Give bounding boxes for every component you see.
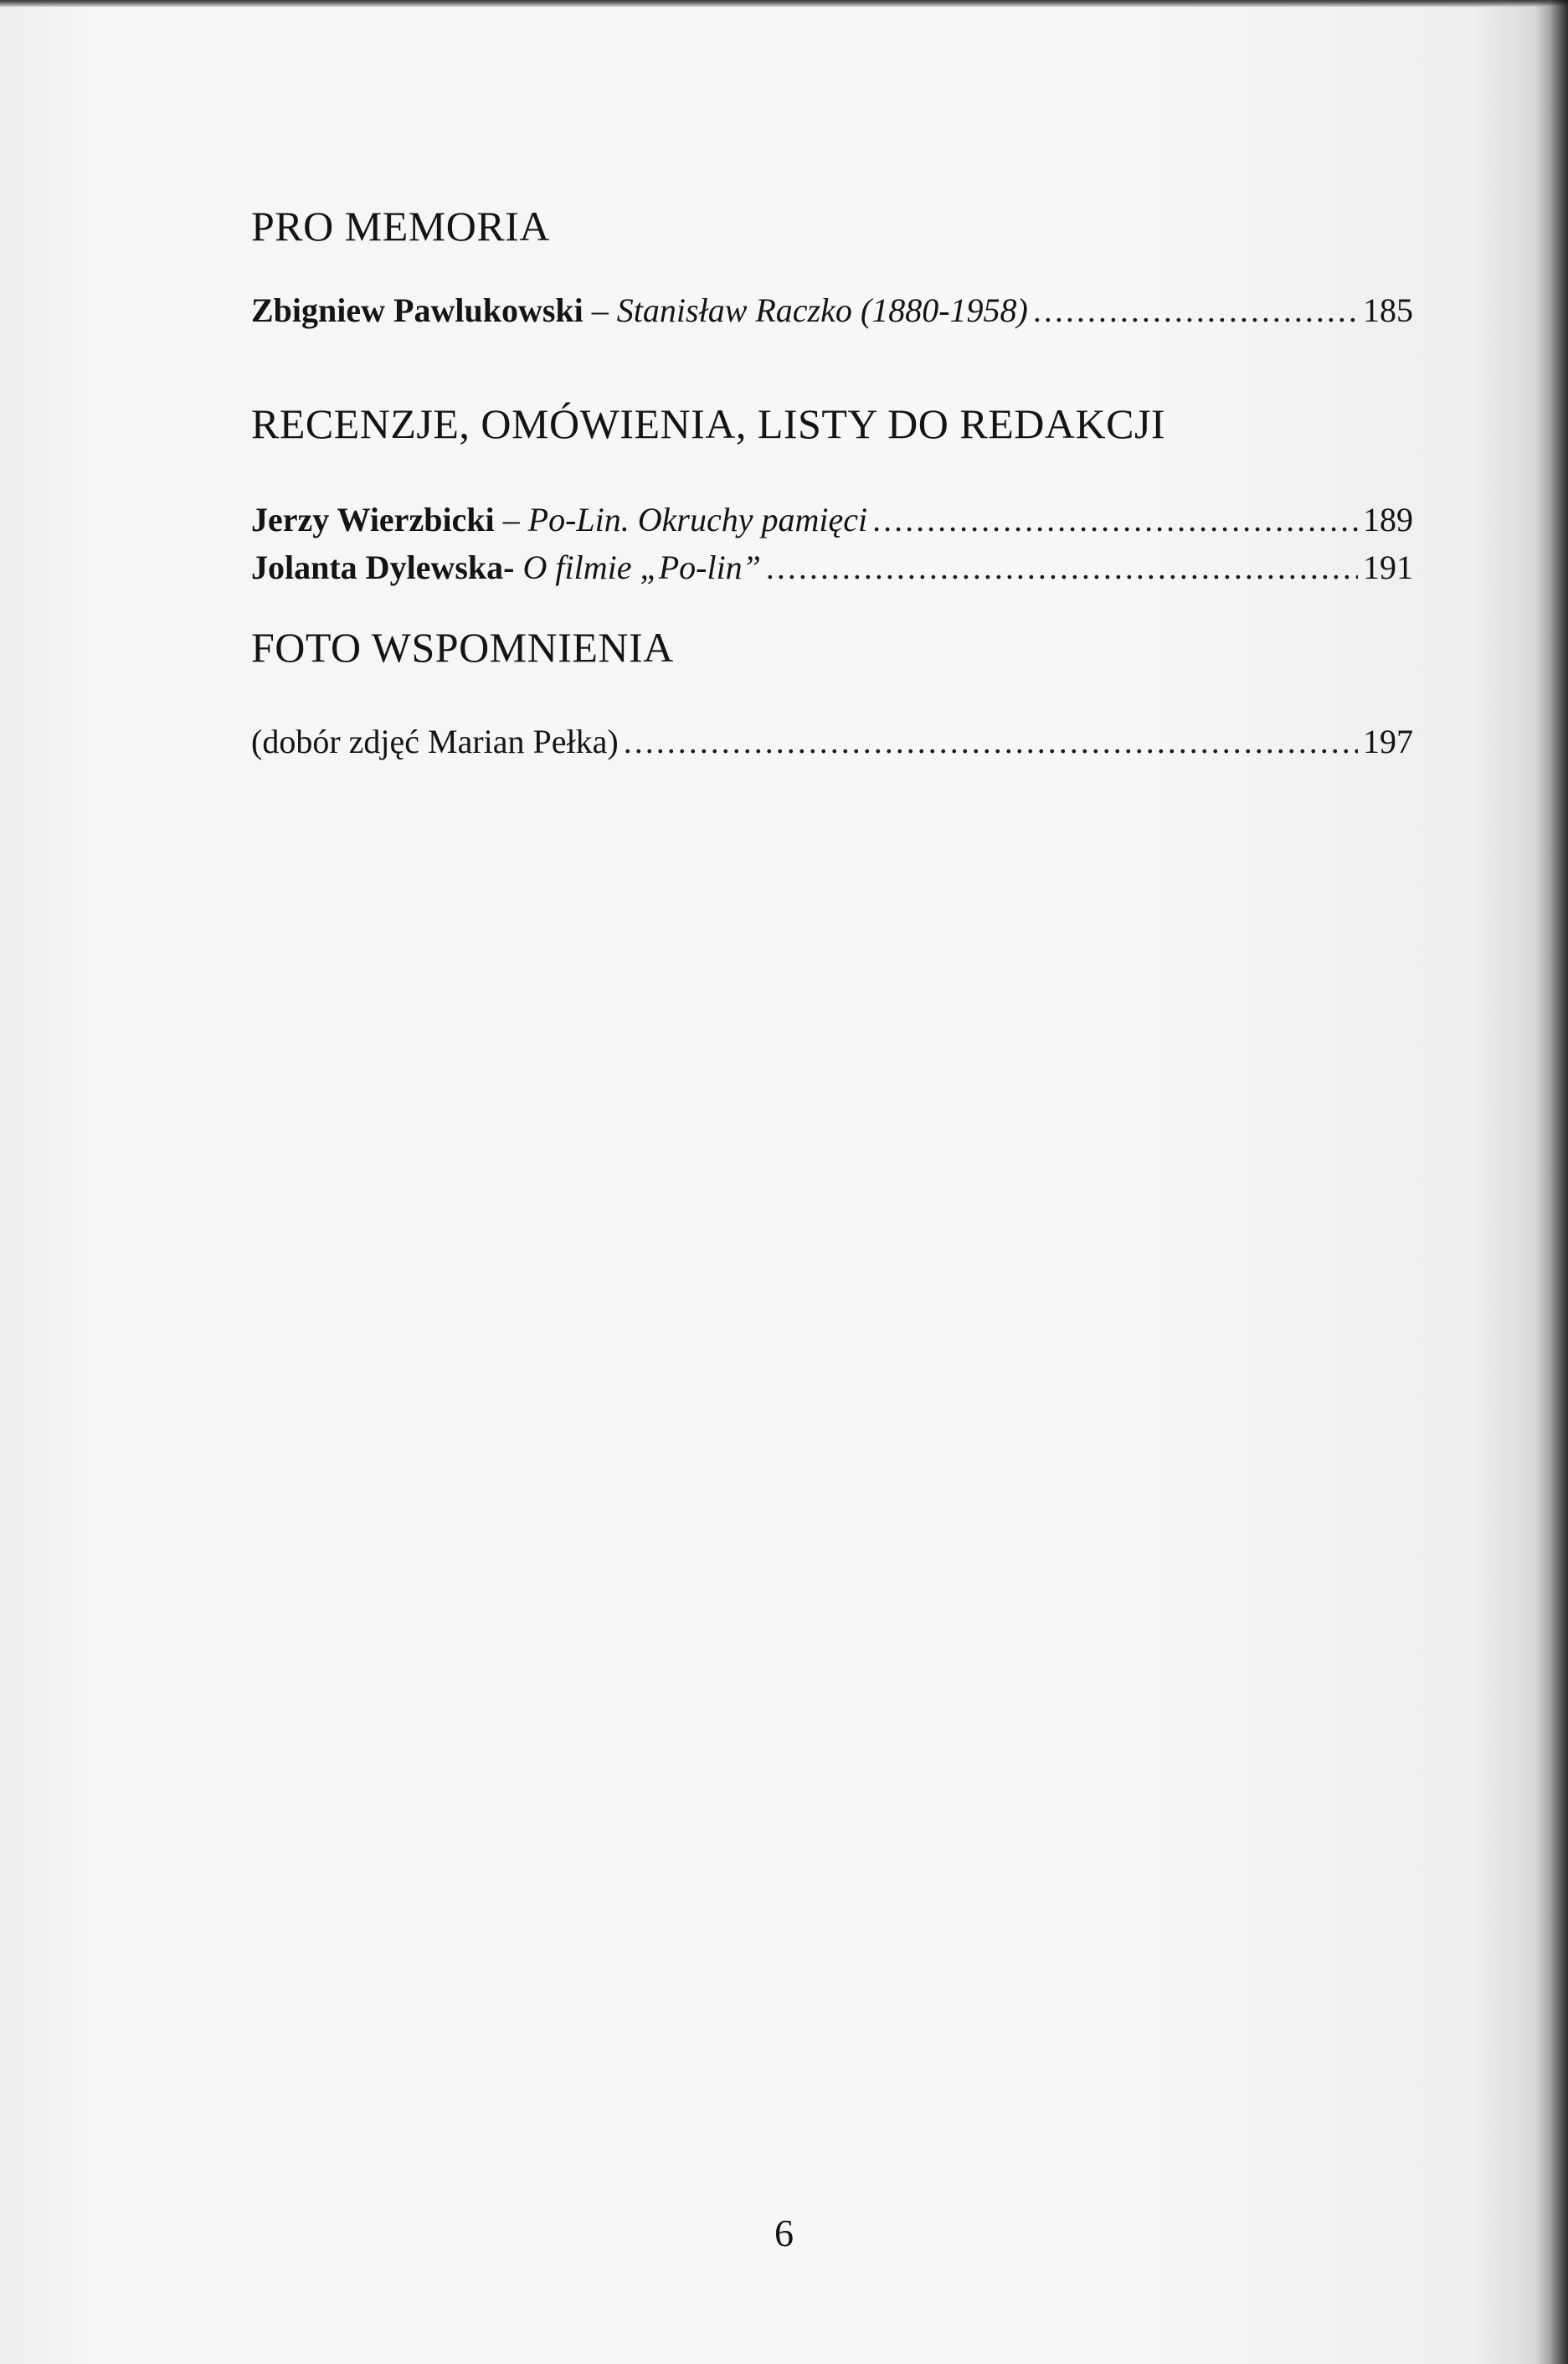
toc-entry — [251, 291, 1413, 329]
entry-separator: - — [503, 549, 523, 586]
entry-page-number: 189 — [1363, 501, 1413, 538]
toc-entry — [251, 725, 1413, 759]
page-number: 6 — [774, 2212, 794, 2254]
dot-leader — [872, 503, 1358, 537]
section-heading-foto-wspomnienia: FOTO WSPOMNIENIA — [251, 624, 674, 671]
entry-page-number: 185 — [1363, 291, 1413, 329]
entry-page-number: 197 — [1363, 723, 1413, 760]
entry-text: (dobór zdjęć Marian Pełka) — [251, 723, 619, 760]
toc-entry — [251, 551, 1413, 585]
toc-entry — [251, 503, 1413, 537]
section-heading-pro-memoria: PRO MEMORIA — [251, 203, 550, 250]
entry-separator: – — [494, 501, 528, 538]
dot-leader — [766, 551, 1358, 585]
entry-author: Jolanta Dylewska — [251, 549, 504, 586]
entry-author: Jerzy Wierzbicki — [251, 501, 495, 538]
section-heading-recenzje: RECENZJE, OMÓWIENIA, LISTY DO REDAKCJI — [251, 400, 1166, 447]
entry-title: Stanisław Raczko (1880-1958) — [616, 291, 1028, 329]
scan-top-edge — [0, 0, 1568, 7]
table-of-contents — [251, 205, 1413, 759]
entry-title: Po-Lin. Okruchy pamięci — [527, 501, 868, 538]
scan-right-edge — [1535, 0, 1568, 2364]
dot-leader — [624, 725, 1358, 759]
entry-page-number: 191 — [1363, 549, 1413, 586]
entry-title: O filmie „Po-lin” — [522, 549, 761, 586]
entry-separator: – — [583, 291, 617, 329]
dot-leader — [1033, 294, 1358, 327]
entry-author: Zbigniew Pawlukowski — [251, 291, 584, 329]
